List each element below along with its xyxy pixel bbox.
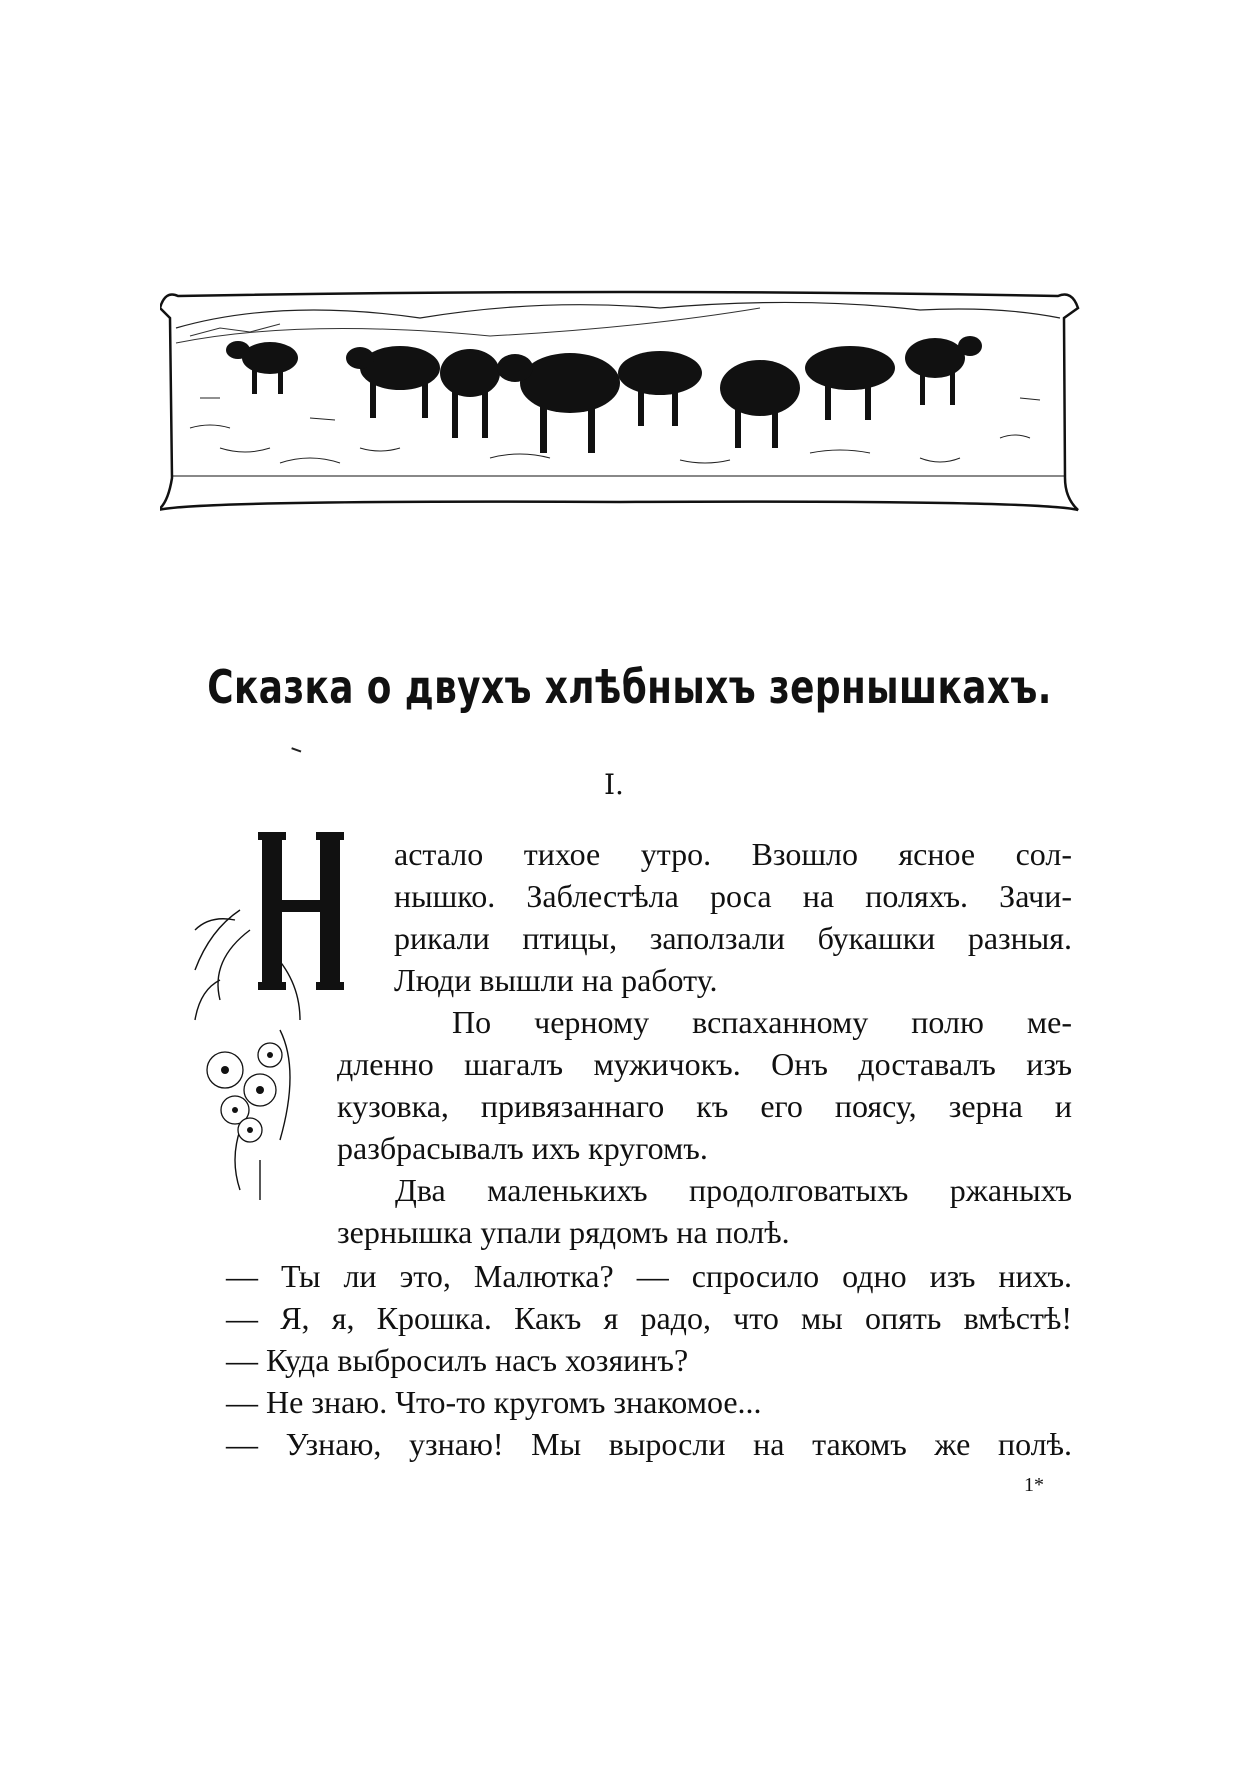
dialogue-line: — Ты ли это, Малютка? — спросило одно изъ нихъ. — [226, 1258, 1072, 1294]
body-line: зернышка упали рядомъ на полѣ. — [337, 1214, 790, 1250]
body-line: рикали птицы, заползали букашки разныя. — [394, 920, 1072, 956]
dialogue-line: — Узнаю, узнаю! Мы выросли на такомъ же полѣ. — [226, 1426, 1072, 1462]
body-line: астало тихое утро. Взошло ясное сол- — [394, 836, 1072, 872]
dialogue-line: — Куда выбросилъ насъ хозяинъ? — [226, 1342, 689, 1378]
dialogue-line: — Я, я, Крошка. Какъ я радо, что мы опять вмѣстѣ! — [226, 1300, 1072, 1336]
body-line: дленно шагалъ мужичокъ. Онъ доставалъ изъ — [337, 1046, 1072, 1082]
body-line: По черному вспаханному полю ме- — [452, 1004, 1072, 1040]
cattle-headpiece-illustration — [160, 288, 1080, 518]
body-line: кузовка, привязаннаго къ его поясу, зерна и — [337, 1088, 1072, 1124]
body-line: Люди вышли на работу. — [394, 962, 718, 998]
chapter-number: I. — [604, 768, 624, 801]
body-line: Два маленькихъ продолговатыхъ ржаныхъ — [395, 1172, 1072, 1208]
body-line: разбрасывалъ ихъ кругомъ. — [337, 1130, 708, 1166]
dialogue-line: — Не знаю. Что-то кругомъ знакомое... — [226, 1384, 762, 1420]
ink-mark — [291, 743, 302, 752]
page-number: 1* — [1024, 1474, 1044, 1496]
body-line: нышко. Заблестѣла роса на поляхъ. Зачи- — [394, 878, 1072, 914]
story-title: Сказка о двухъ хлѣбныхъ зернышкахъ. — [207, 660, 1052, 714]
